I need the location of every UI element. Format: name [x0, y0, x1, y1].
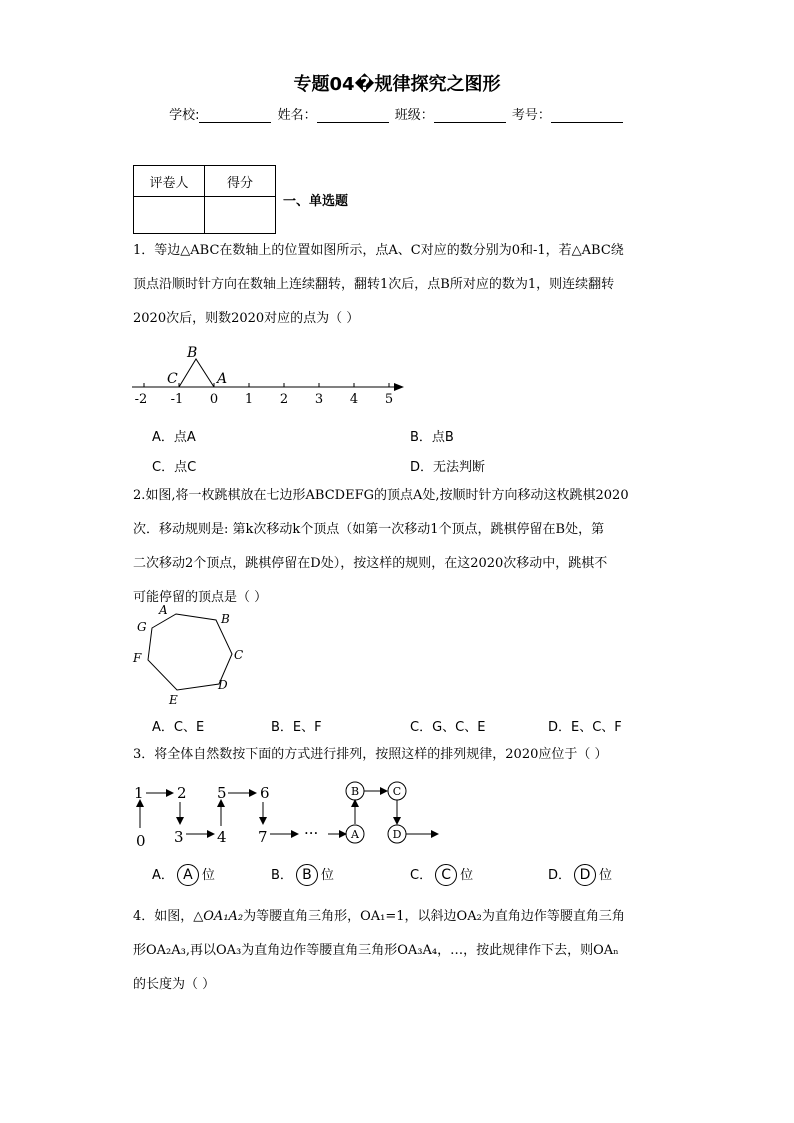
option-suffix: 位 — [201, 868, 215, 883]
exam-number-label: 考号： — [511, 108, 551, 123]
q2-option-b[interactable]: B．E、F — [271, 720, 322, 735]
tick-label: 1 — [244, 392, 254, 407]
vertex-d-label: D — [218, 678, 228, 692]
school-label: 学校: — [169, 108, 200, 123]
name-blank[interactable] — [317, 110, 389, 123]
triangle-abc — [179, 359, 214, 387]
vertex-b-label: B — [221, 612, 230, 626]
score-table — [133, 165, 276, 234]
option-circle: B — [296, 864, 318, 886]
number-label: 5 — [217, 784, 227, 802]
name-label: 姓名： — [277, 108, 317, 123]
q1-line3: 2020次后，则数2020对应的点为（ ） — [133, 311, 360, 326]
option-suffix: 位 — [320, 868, 334, 883]
q2-option-a[interactable]: A．C、E — [152, 720, 205, 735]
student-info-row — [0, 104, 794, 123]
number-label: 1 — [134, 784, 144, 802]
vertex-a-label: A — [217, 371, 228, 387]
class-label: 班级： — [394, 108, 434, 123]
question-2 — [133, 479, 663, 615]
q1-line2: 顶点沿顺时针方向在数轴上连续翻转，翻转1次后，点B所对应的数为1，则连续翻转 — [133, 277, 615, 292]
q1-option-a[interactable]: A．点A — [152, 430, 196, 445]
grader-cell[interactable] — [134, 197, 205, 234]
q4-prefix: 4．如图， — [133, 909, 194, 924]
vertex-c-label: C — [234, 648, 244, 662]
q3-line1: 3．将全体自然数按下面的方式进行排列，按照这样的排列规律，2020应位于（ ） — [133, 747, 608, 762]
option-suffix: 位 — [460, 868, 474, 883]
option-circle: A — [177, 864, 199, 886]
tick-label: -1 — [170, 392, 184, 407]
q4-line1-rest: 为等腰直角三角形，OA₁=1，以斜边OA₂为直角边作等腰直角三角 — [243, 909, 625, 924]
q2-line1: 2.如图,将一枚跳棋放在七边形ABCDEFG的顶点A处,按顺时针方向移动这枚跳棋2020 — [133, 488, 629, 503]
option-prefix: D． — [548, 868, 572, 883]
option-prefix: C． — [410, 868, 433, 883]
q4-line1 — [133, 900, 663, 934]
question-4 — [133, 900, 663, 1002]
grader-header: 评卷人 — [134, 166, 205, 197]
tick-label: 2 — [279, 392, 289, 407]
q1-option-c[interactable]: C．点C — [152, 460, 197, 475]
option-prefix: A． — [152, 868, 174, 883]
vertex-g-label: G — [137, 620, 147, 634]
vertex-f-label: F — [133, 651, 142, 665]
tick-label: 4 — [349, 392, 359, 407]
school-blank[interactable] — [199, 110, 271, 123]
score-header: 得分 — [205, 166, 276, 197]
tick-label: -2 — [134, 392, 148, 407]
option-circle: D — [574, 864, 596, 886]
q1-line1: 1．等边△ABC在数轴上的位置如图所示，点A、C对应的数分别为0和-1，若△ABC绕 — [133, 243, 624, 258]
section-title: 一、单选题 — [283, 194, 349, 209]
q3-option-d[interactable] — [548, 864, 612, 886]
exam-number-blank[interactable] — [551, 110, 623, 123]
circle-b-label: B — [350, 785, 360, 798]
tick-label: 5 — [384, 392, 394, 407]
vertex-a-label: A — [159, 603, 168, 617]
axis-arrow — [394, 383, 404, 391]
question-3 — [133, 738, 663, 772]
vertex-e-label: E — [169, 693, 178, 707]
number-label: 4 — [217, 828, 227, 846]
q3-arrangement-figure — [128, 776, 448, 856]
number-label: 2 — [177, 784, 187, 802]
q1-number-line-figure — [128, 340, 418, 410]
q2-option-c[interactable]: C．G、C、E — [410, 720, 486, 735]
q1-option-d[interactable]: D．无法判断 — [410, 460, 486, 475]
option-prefix: B． — [271, 868, 293, 883]
q2-line3: 二次移动2个顶点，跳棋停留在D处），按这样的规则，在这2020次移动中，跳棋不 — [133, 556, 608, 571]
q4-triangle-notation: △OA₁A₂ — [193, 909, 244, 924]
q4-line3: 的长度为（ ） — [133, 977, 216, 992]
vertex-b-label: B — [187, 345, 198, 361]
vertex-c-label: C — [167, 371, 178, 387]
q2-line2: 次．移动规则是: 第k次移动k个顶点（如第一次移动1个顶点，跳棋停留在B处，第 — [133, 522, 605, 537]
option-suffix: 位 — [599, 868, 613, 883]
page-title: 专题04�规律探究之图形 — [293, 74, 501, 95]
ellipsis: ··· — [304, 824, 319, 842]
q3-option-b[interactable] — [271, 864, 334, 886]
tick-label: 0 — [209, 392, 219, 407]
score-cell[interactable] — [205, 197, 276, 234]
q3-option-c[interactable] — [410, 864, 473, 886]
number-label: 3 — [174, 828, 184, 846]
number-label: 6 — [260, 784, 270, 802]
q4-line2: 形OA₂A₃,再以OA₃为直角边作等腰直角三角形OA₃A₄，…，按此规律作下去，则OAₙ — [133, 943, 619, 958]
question-1 — [133, 234, 663, 336]
q2-option-d[interactable]: D．E、C、F — [548, 720, 622, 735]
q3-option-a[interactable] — [152, 864, 215, 886]
circle-d-label: D — [392, 828, 402, 841]
circle-c-label: C — [392, 785, 402, 798]
number-label: 7 — [258, 828, 268, 846]
tick-label: 3 — [314, 392, 324, 407]
q1-option-b[interactable]: B．点B — [410, 430, 454, 445]
q2-line4: 可能停留的顶点是（ ） — [133, 590, 268, 605]
option-circle: C — [435, 864, 457, 886]
q2-heptagon-figure — [128, 600, 253, 710]
class-blank[interactable] — [434, 110, 506, 123]
circle-a-label: A — [351, 828, 359, 841]
number-label: 0 — [136, 832, 146, 850]
